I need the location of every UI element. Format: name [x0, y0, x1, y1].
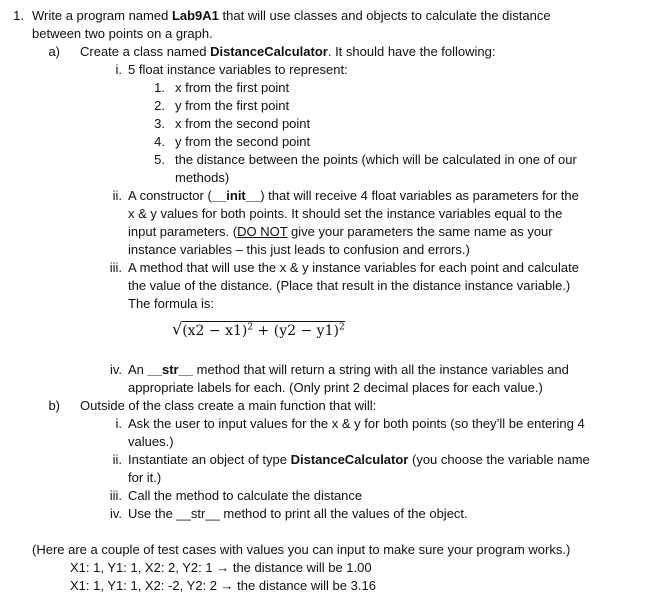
- part-b-text: Outside of the class create a main function that will:: [80, 398, 377, 413]
- test-case-2: X1: 1, Y1: 1, X2: -2, Y2: 2 → the distance will be 3.16: [70, 578, 376, 593]
- var-2-text: y from the first point: [175, 98, 290, 113]
- var-5-number: 5.: [154, 152, 165, 167]
- var-1-number: 1.: [154, 80, 165, 95]
- question-number: 1.: [13, 8, 24, 23]
- test-cases-intro: (Here are a couple of test cases with values you can input to make sure your program works.): [32, 542, 571, 557]
- item-iii-line-2: the value of the distance. (Place that result in the distance instance variable.): [128, 278, 571, 293]
- item-iii-label: iii.: [109, 260, 122, 275]
- item-i-text: 5 float instance variables to represent:: [128, 62, 348, 77]
- part-b-item-iii-label: iii.: [109, 488, 122, 503]
- var-4-number: 4.: [154, 134, 165, 149]
- item-ii-line-4: instance variables – this just leads to confusion and errors.): [128, 242, 470, 257]
- question-line-2: between two points on a graph.: [32, 26, 213, 41]
- part-b-item-iv-text: Use the __str__ method to print all the values of the object.: [128, 506, 468, 521]
- item-ii-label: ii.: [112, 188, 122, 203]
- part-b-item-ii-line-1: Instantiate an object of type DistanceCalculator (you choose the variable name: [128, 452, 590, 467]
- sqrt-symbol: √: [172, 319, 183, 339]
- item-iv-line-2: appropriate labels for each. (Only print 2 decimal places for each value.): [128, 380, 543, 395]
- test-case-1: X1: 1, Y1: 1, X2: 2, Y2: 1 → the distance will be 1.00: [70, 560, 372, 575]
- var-2-number: 2.: [154, 98, 165, 113]
- var-4-text: y from the second point: [175, 134, 311, 149]
- item-i-label: i.: [115, 62, 122, 77]
- part-b-item-iii-text: Call the method to calculate the distance: [128, 488, 363, 503]
- part-b-item-ii-line-2: for it.): [128, 470, 162, 485]
- part-b-item-i-line-2: values.): [128, 434, 174, 449]
- var-5-continued: methods): [175, 170, 230, 185]
- part-b-item-iv-label: iv.: [109, 506, 122, 521]
- part-a-text: Create a class named DistanceCalculator. It should have the following:: [80, 44, 496, 59]
- item-iv-label: iv.: [109, 362, 122, 377]
- part-b-item-i-label: i.: [115, 416, 122, 431]
- question-line-1: Write a program named Lab9A1 that will use classes and objects to calculate the distance: [32, 8, 551, 23]
- part-a-label: a): [48, 44, 60, 59]
- item-ii-line-1: A constructor (__init__) that will receive 4 float variables as parameters for the: [128, 188, 579, 203]
- var-3-text: x from the second point: [175, 116, 311, 131]
- part-b-label: b): [48, 398, 60, 413]
- var-5-text: the distance between the points (which will be calculated in one of our: [175, 152, 577, 167]
- var-1-text: x from the first point: [175, 80, 290, 95]
- item-iii-line-1: A method that will use the x & y instance variables for each point and calculate: [128, 260, 579, 275]
- item-ii-line-3: input parameters. (DO NOT give your parameters the same name as your: [128, 224, 553, 239]
- item-ii-line-2: x & y values for both points. It should set the instance variables equal to the: [128, 206, 563, 221]
- part-b-item-ii-label: ii.: [112, 452, 122, 467]
- item-iv-line-1: An __str__ method that will return a string with all the instance variables and: [128, 362, 569, 377]
- part-b-item-i-line-1: Ask the user to input values for the x & y for both points (so they’ll be entering 4: [128, 416, 585, 431]
- distance-formula: $√(x2 - x1)^2 + (y2 - y1)^2$: [172, 319, 345, 339]
- var-3-number: 3.: [154, 116, 165, 131]
- item-iii-line-3: The formula is:: [128, 296, 214, 311]
